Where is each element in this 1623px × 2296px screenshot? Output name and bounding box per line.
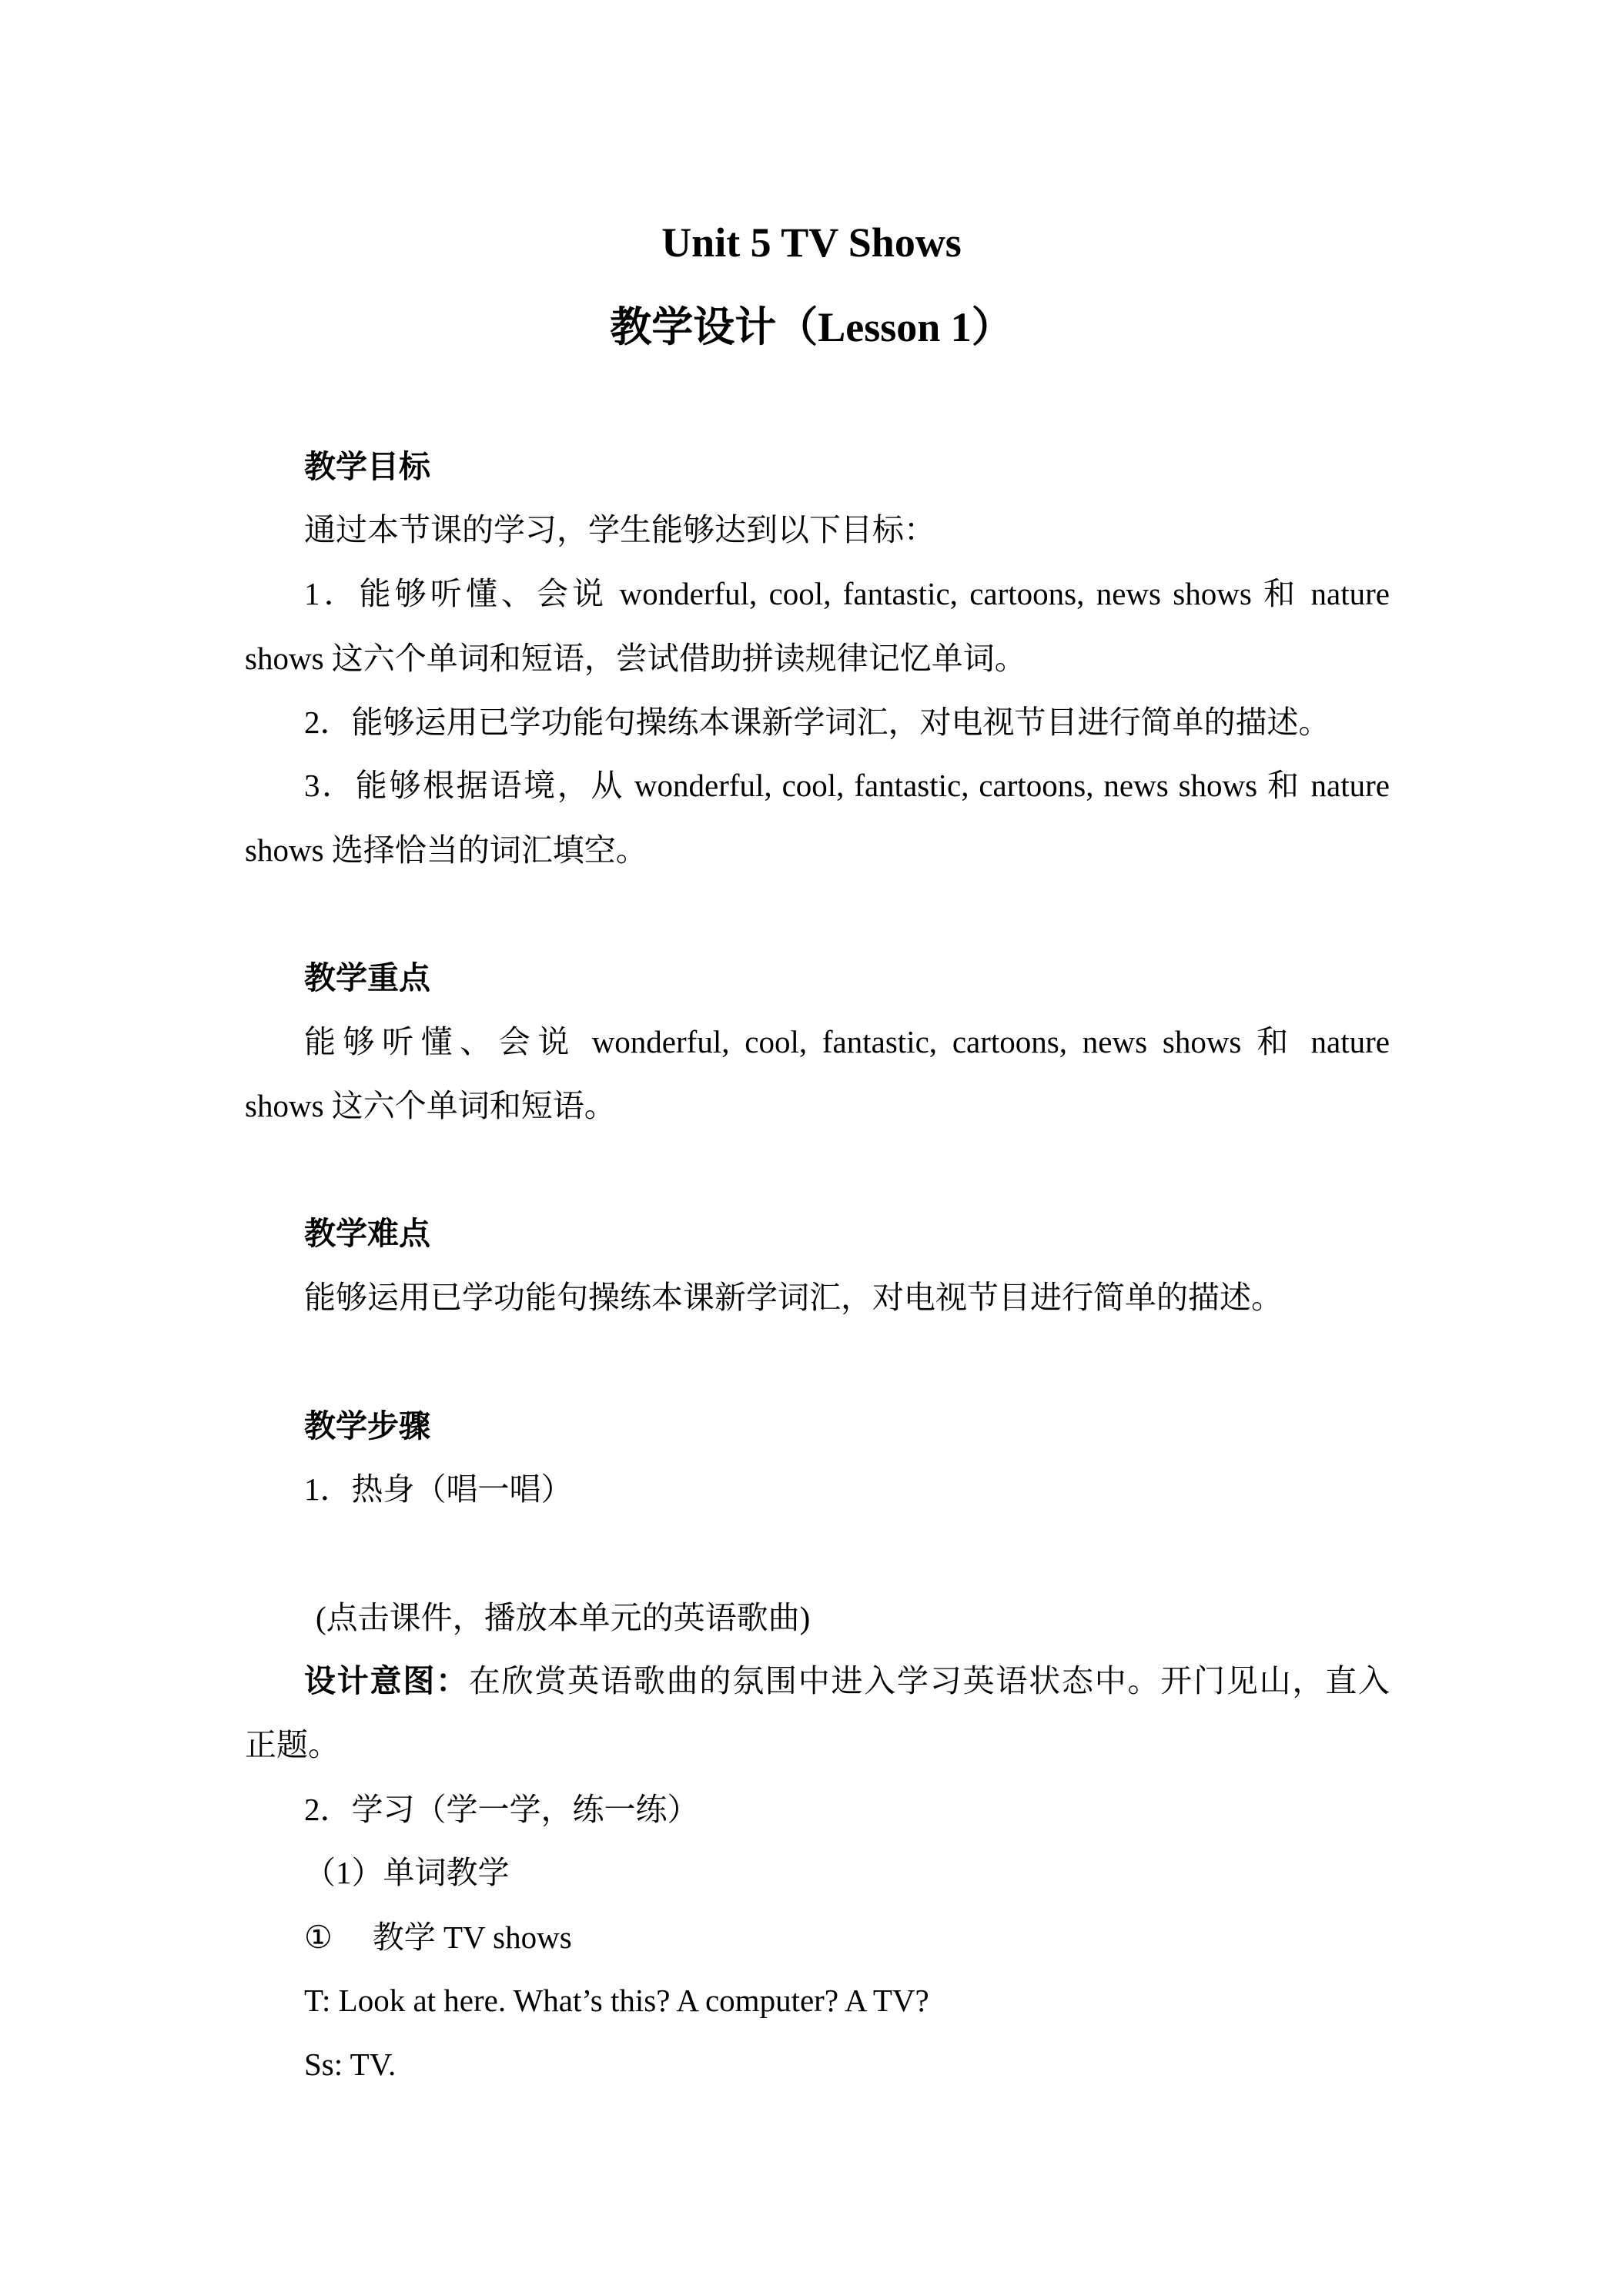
- design-intent-text: 在欣赏英语歌曲的氛围中进入学习英语状态中。开门见山，直入: [468, 1663, 1390, 1699]
- objectives-heading: 教学目标: [304, 449, 430, 484]
- step-1-note: (点击课件，播放本单元的英语歌曲): [316, 1600, 811, 1635]
- circled-number-marker: ①: [304, 1919, 333, 1955]
- objective-item-1-line-1: 1．能够听懂、会说 wonderful, cool, fantastic, cartoons, news shows 和 nature: [304, 576, 1390, 611]
- step-2: 2．学习（学一学，练一练）: [304, 1792, 699, 1827]
- key-points-line-2: shows 这六个单词和短语。: [245, 1088, 616, 1123]
- dialog-line-1: T: Look at here. What’s this? A computer? A TV?: [304, 1983, 929, 2018]
- sub-step-1-item-text: 教学 TV shows: [372, 1919, 572, 1955]
- document-title: Unit 5 TV Shows: [661, 219, 962, 266]
- objective-item-1-line-2: shows 这六个单词和短语，尝试借助拼读规律记忆单词。: [245, 641, 1026, 676]
- objective-item-3-line-1: 3．能够根据语境，从 wonderful, cool, fantastic, cartoons, news shows 和 nature: [304, 768, 1390, 803]
- design-intent-line-1: [304, 1659, 1390, 1702]
- objective-item-2: 2．能够运用已学功能句操练本课新学词汇，对电视节目进行简单的描述。: [304, 705, 1330, 740]
- design-intent-line-2: 正题。: [245, 1727, 340, 1762]
- objective-item-3-line-2: shows 选择恰当的词汇填空。: [245, 832, 648, 868]
- difficulties-line-1: 能够运用已学功能句操练本课新学词汇，对电视节目进行简单的描述。: [304, 1280, 1283, 1315]
- step-1: 1．热身（唱一唱）: [304, 1471, 573, 1507]
- dialog-line-2: Ss: TV.: [304, 2047, 397, 2082]
- key-points-heading: 教学重点: [304, 960, 430, 996]
- difficulties-heading: 教学难点: [304, 1216, 430, 1251]
- design-intent-label: 设计意图：: [304, 1663, 469, 1699]
- sub-step-1: （1）单词教学: [304, 1855, 510, 1890]
- document-subtitle: 教学设计（Lesson 1）: [610, 304, 1013, 350]
- objectives-intro: 通过本节课的学习，学生能够达到以下目标：: [304, 512, 935, 547]
- steps-heading: 教学步骤: [304, 1408, 430, 1444]
- key-points-line-1: 能够听懂、会说 wonderful, cool, fantastic, cartoons, news shows 和 nature: [304, 1024, 1390, 1059]
- sub-step-1-item: [304, 1916, 572, 1959]
